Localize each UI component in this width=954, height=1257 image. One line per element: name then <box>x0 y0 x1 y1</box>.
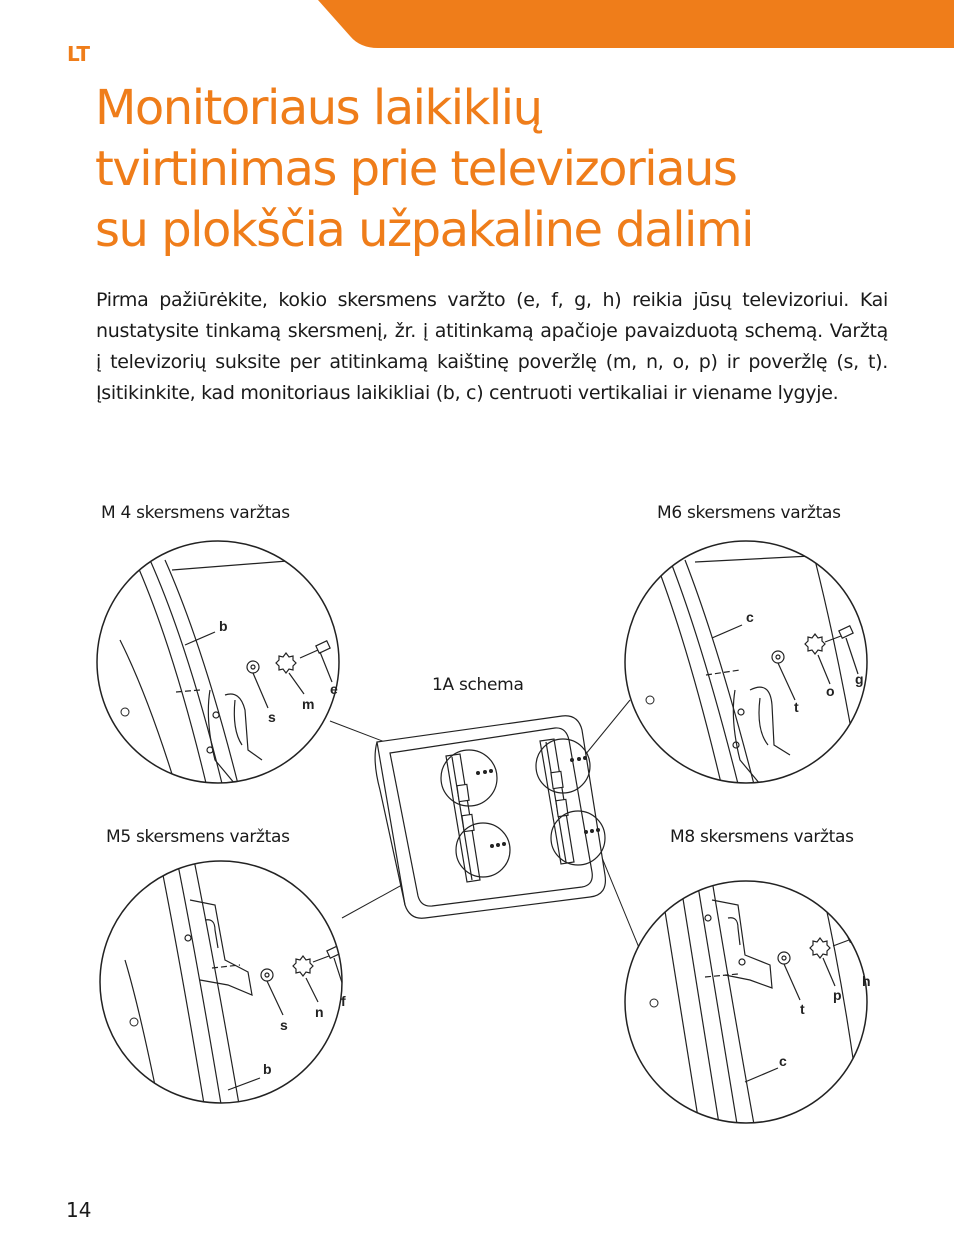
caption-m4: M 4 skersmens varžtas <box>101 503 290 523</box>
detail-circle-m8 <box>625 875 871 1130</box>
intro-paragraph: Pirma pažiūrėkite, kokio skersmens varžto (e, f, g, h) reikia jūsų televizoriui. Kai nustatysite tinkamą skersmenį, žr. į atitinkamą apačioje pavaizduotą schemą. Varžtą į televizorių suksite per atitinkamą kaištinę poveržlę (m, n, o, p) ir poveržlę (s, t). Įsitikinkite, kad monitoriaus laikikliai (b, c) centruoti vertikaliai ir viename lygyje. <box>96 289 888 404</box>
detail-circle-m4 <box>97 541 339 800</box>
label-m8-bracket: c <box>779 1053 787 1069</box>
label-m5-bracket: b <box>263 1061 272 1077</box>
label-m8-screw: h <box>862 973 871 989</box>
label-m5-lock-washer: n <box>315 1004 324 1020</box>
caption-m8: M8 skersmens varžtas <box>670 827 854 847</box>
label-m6-screw: g <box>855 671 864 687</box>
schema-1a-tv <box>375 716 605 918</box>
label-m4-screw: e <box>330 681 338 697</box>
label-m4-washer: s <box>268 709 276 725</box>
label-m5-screw: f <box>341 993 346 1009</box>
label-m6-bracket: c <box>746 609 754 625</box>
language-code: LT <box>67 42 91 66</box>
label-m8-washer: t <box>800 1001 805 1017</box>
label-m4-lock-washer: m <box>302 696 315 712</box>
label-m5-washer: s <box>280 1017 288 1033</box>
caption-schema: 1A schema <box>432 675 524 695</box>
title-line-3: su plokščia užpakaline dalimi <box>95 202 753 258</box>
detail-circle-m6 <box>625 541 867 800</box>
label-m6-lock-washer: o <box>826 683 835 699</box>
label-m6-washer: t <box>794 699 799 715</box>
page-number: 14 <box>66 1198 92 1222</box>
caption-m6: M6 skersmens varžtas <box>657 503 841 523</box>
title-line-2: tvirtinimas prie televizoriaus <box>95 141 737 197</box>
label-m8-lock-washer: p <box>833 987 842 1003</box>
detail-circle-m5 <box>100 855 346 1110</box>
caption-m5: M5 skersmens varžtas <box>106 827 290 847</box>
title-line-1: Monitoriaus laikiklių <box>95 80 542 136</box>
label-m4-bracket: b <box>219 618 228 634</box>
